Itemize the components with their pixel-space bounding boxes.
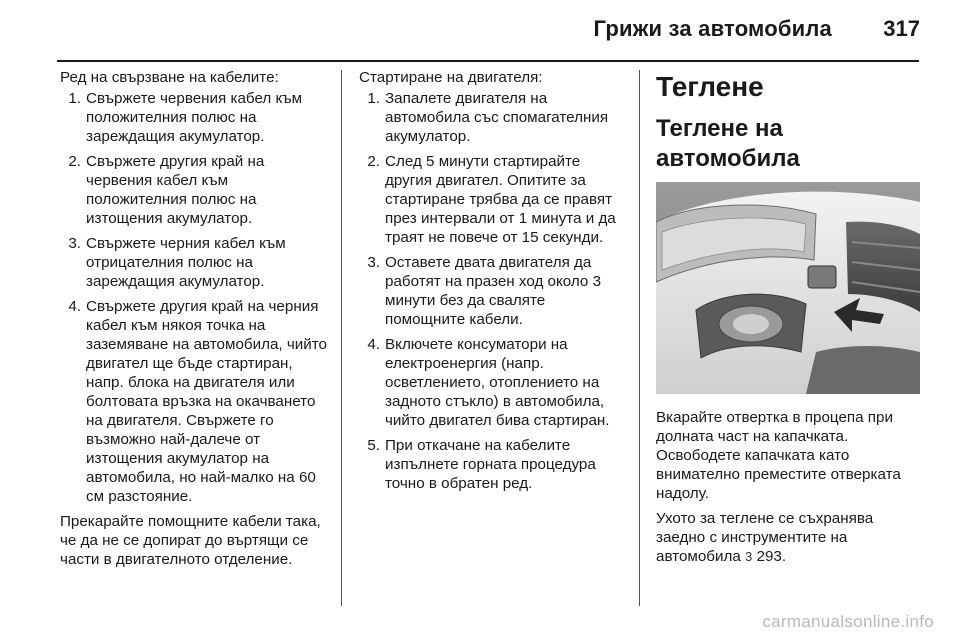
list-item [60,152,332,228]
step-text: Свържете черния кабел към отрицателния полюс на зареждащия акумулатор. [86,235,286,290]
step-text: Свържете червения кабел към положителния полюс на зареждащия акумулатор. [86,90,303,145]
list-item [359,152,629,247]
column-divider-2 [639,70,640,606]
tow-eye-storage-note [656,509,924,566]
column-connection-order [60,68,332,569]
step-number: 3. [367,254,380,271]
step-number: 2. [68,153,81,170]
step-text: Включете консуматори на електроенергия (напр. осветлението, отоплението на задното стъкло) в автомобила, чийто двигател бива стартиран. [385,336,610,429]
page-reference-icon: 3 [745,549,753,564]
car-front-tow-cover-illustration [656,182,920,394]
step-text: При откачане на кабелите изпълнете горната процедура точно в обратен ред. [385,437,596,492]
section-heading: Теглене [656,71,764,102]
watermark: carmanualsonline.info [762,612,934,631]
list-item [60,234,332,291]
list-item [359,436,629,493]
connection-intro: Ред на свързване на кабелите: [60,69,279,86]
list-item [60,297,332,506]
header-rule [57,60,919,62]
page-reference[interactable]: 293. [756,548,787,565]
column-engine-start [359,68,629,499]
step-text: Запалете двигателя на автомобила със спомагателния акумулатор. [385,90,609,145]
list-item [359,89,629,146]
step-number: 2. [367,153,380,170]
start-steps [359,89,629,493]
step-number: 1. [68,90,81,107]
step-number: 1. [367,90,380,107]
tow-eye-storage-text: Ухото за теглене се съхранява заедно с инструментите на автомобила [656,510,874,565]
column-towing [656,70,924,572]
step-number: 4. [367,336,380,353]
step-number: 4. [68,298,81,315]
list-item [359,335,629,430]
subsection-heading: Теглене на автомобила [656,115,800,172]
step-number: 3. [68,235,81,252]
page-number: 317 [883,16,920,41]
header-title: Грижи за автомобила [593,16,832,41]
cable-routing-note: Прекарайте помощните кабели така, че да не се допират до въртящи се части в двигателното отделение. [60,513,321,568]
step-text: Свържете другия край на черния кабел към някоя точка на заземяване на автомобила, чийто двигател ще бъде стартиран, напр. блока на двигателя или болтовата връзка на окачването на двигателя. Свържете го възможно най-далече от изтощения акумулатор на автомобила, но най-малко на 60 см разстояние. [86,298,327,505]
step-number: 5. [367,437,380,454]
column-divider-1 [341,70,342,606]
list-item [60,89,332,146]
start-intro: Стартиране на двигателя: [359,69,543,86]
connection-steps [60,89,332,506]
list-item [359,253,629,329]
step-text: След 5 минути стартирайте другия двигател. Опитите за стартиране трябва да се правят през интервали от 1 минута и да траят не повече от 15 секунди. [385,153,616,246]
remove-cover-instruction: Вкарайте отвертка в процепа при долната част на капачката. Освободете капачката като внимателно преместите отверката надолу. [656,409,901,502]
step-text: Оставете двата двигателя да работят на празен ход около 3 минути без да сваляте помощните кабели. [385,254,602,328]
step-text: Свържете другия край на червения кабел към положителния полюс на изтощения акумулатор. [86,153,265,227]
